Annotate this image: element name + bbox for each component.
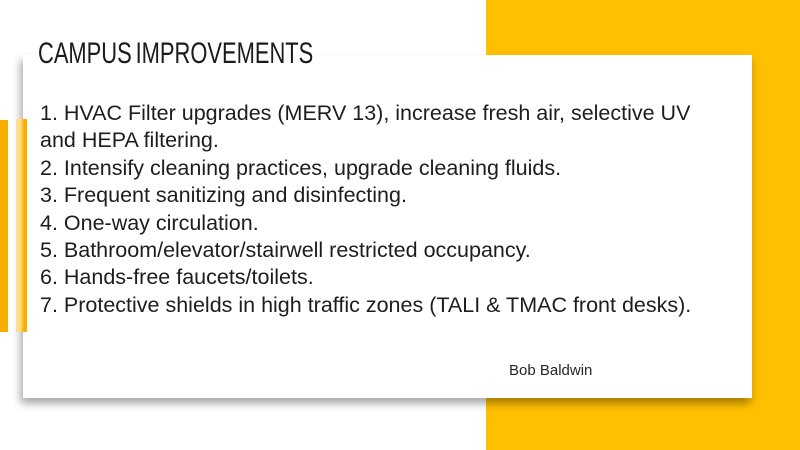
list-line: 4. One-way circulation. — [40, 210, 259, 235]
list-line: 5. Bathroom/elevator/stairwell restricted occupancy. — [40, 238, 531, 263]
list-line: 7. Protective shields in high traffic zones (TALI & TMAC front desks). — [40, 292, 692, 317]
slide-title: CAMPUS IMPROVEMENTS — [38, 37, 314, 70]
left-accent-bar-inner — [16, 119, 27, 332]
left-accent-bar-outer — [0, 120, 8, 332]
list-line: 2. Intensify cleaning practices, upgrade cleaning fluids. — [40, 155, 562, 180]
list-line: 6. Hands-free faucets/toilets. — [40, 265, 314, 290]
attribution-text: Bob Baldwin — [509, 362, 593, 379]
list-line: 3. Frequent sanitizing and disinfecting. — [40, 183, 407, 208]
list-line: and HEPA filtering. — [40, 128, 219, 153]
list-line: 1. HVAC Filter upgrades (MERV 13), increase fresh air, selective UV — [40, 101, 691, 125]
improvements-list — [40, 100, 755, 319]
